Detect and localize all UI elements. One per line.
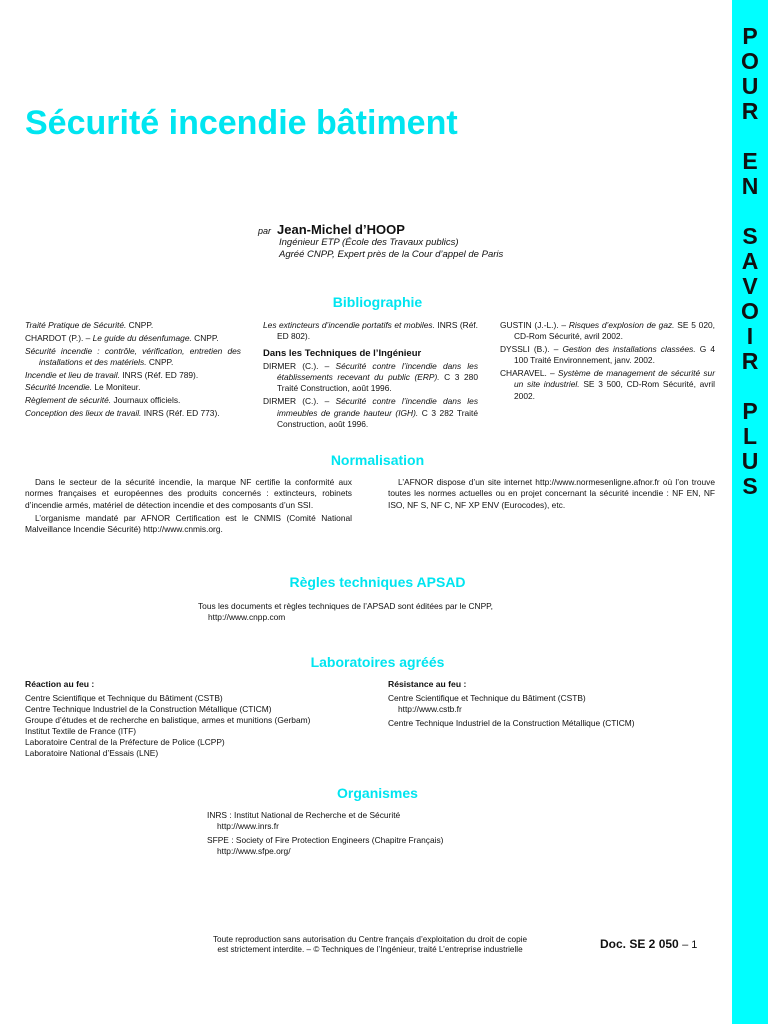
entry-author: DIRMER (C.). –	[263, 360, 336, 371]
lab-item: Laboratoire Central de la Préfecture de Police (LCPP)	[25, 737, 225, 747]
laboratoires-left: Réaction au feu : Centre Scientifique et Technique du Bâtiment (CSTB) Centre Technique Industriel de la Construction Métallique (CTICM) Groupe d’études et de recherche en balistique, armes et munitions (Gerbam) Institut Textile de France (ITF) Laboratoire Central de la Préfecture de Police (LCPP) Laboratoire National d’Essais (LNE)	[25, 679, 365, 759]
side-banner-letter	[732, 124, 768, 149]
side-banner	[732, 0, 768, 1024]
entry-author: DIRMER (C.). –	[263, 396, 336, 407]
lab-item: Groupe d’études et de recherche en balistique, armes et munitions (Gerbam)	[25, 715, 311, 725]
section-title-laboratoires: Laboratoires agréés	[310, 654, 445, 670]
bibliography-entry	[25, 370, 241, 381]
bibliography-entry	[25, 382, 241, 393]
side-banner-letter: U	[741, 73, 759, 99]
apsad-url: http://www.cnpp.com	[208, 612, 286, 622]
entry-title: Le guide du désenfumage.	[92, 332, 192, 343]
entry-author: DYSSLI (B.). –	[500, 344, 563, 355]
normalisation-right	[388, 477, 715, 513]
entry-title: Traité Pratique de Sécurité.	[25, 320, 127, 330]
entry-title: Sécurité contre l’incendie dans les établissements recevant du public (ERP).	[277, 360, 479, 383]
bibliography-entry	[500, 368, 715, 402]
entry-title: Gestion des installations classées.	[562, 344, 696, 355]
author-block	[258, 222, 503, 261]
laboratoires-right: Résistance au feu : Centre Scientifique et Technique du Bâtiment (CSTB) http://www.cstb.fr Centre Technique Industriel de la Construction Métallique (CTICM)	[388, 679, 718, 729]
entry-title: Conception des lieux de travail.	[25, 408, 142, 419]
page-title: Sécurité incendie bâtiment	[25, 104, 458, 142]
bibliography-entry	[25, 320, 241, 331]
normalisation-paragraph-2: L’organisme mandaté par AFNOR Certification est le CNMIS (Comité National Malveillance Incendie Sécurité) http://www.cnmis.org.	[25, 512, 352, 535]
bibliography-entry	[500, 344, 715, 367]
bibliography-entry	[263, 320, 478, 343]
lab-item: Centre Technique Industriel de la Construction Métallique (CTICM)	[25, 704, 272, 714]
copyright-line-1: Toute reproduction sans autorisation du Centre français d’exploitation du droit de copie	[212, 935, 528, 944]
entry-reference: SE 3 500, CD-Rom Sécurité, avril 2002.	[514, 379, 715, 401]
entry-reference: INRS (Réf. ED 802).	[277, 320, 478, 342]
entry-reference: INRS (Réf. ED 773).	[141, 408, 220, 419]
section-title-apsad: Règles techniques APSAD	[289, 574, 466, 590]
bibliography-entry	[263, 361, 478, 395]
organismes-list	[207, 810, 567, 857]
bibliography-subheading: Dans les Techniques de l’Ingénieur	[263, 347, 422, 359]
side-banner-letter: I	[746, 323, 754, 349]
bibliography-entry	[25, 395, 241, 406]
bibliography-column-2	[263, 320, 478, 432]
entry-author: GUSTIN (J.-L.). –	[500, 320, 569, 330]
lab-item: Centre Scientifique et Technique du Bâtiment (CSTB)	[25, 693, 223, 703]
lab-url: http://www.cstb.fr	[398, 704, 462, 714]
side-banner-text	[732, 24, 768, 499]
entry-author: CHARAVEL. –	[500, 368, 558, 379]
side-banner-letter: E	[742, 148, 758, 174]
entry-reference: Le Moniteur.	[92, 382, 141, 393]
bibliography-column-1	[25, 320, 241, 421]
side-banner-letter	[732, 199, 768, 224]
document-reference	[600, 937, 697, 951]
bibliography-entry	[25, 346, 241, 369]
apsad-line: Tous les documents et règles techniques de l’APSAD sont éditées par le CNPP,	[198, 601, 493, 611]
copyright-line-2: est strictement interdite. – © Techniques de l’Ingénieur, traité L’entreprise industrielle	[217, 944, 523, 954]
side-banner-letter: P	[742, 23, 758, 49]
entry-reference: C 3 282 Traité Construction, août 1996.	[277, 407, 478, 429]
entry-title: Incendie et lieu de travail.	[25, 369, 120, 380]
side-banner-letter: U	[741, 448, 759, 474]
author-credential-2: Agréé CNPP, Expert près de la Cour d’appel de Paris	[279, 249, 504, 260]
entry-reference: C 3 280 Traité Construction, août 1996.	[277, 372, 478, 394]
organism-url: http://www.sfpe.org/	[217, 846, 291, 856]
normalisation-paragraph-1: Dans le secteur de la sécurité incendie, la marque NF certifie la conformité aux normes françaises et européennes des produits concernés : extincteurs, robinets d’incendie armés, matériel de détection incendie et des composants d’un SSI.	[25, 477, 352, 510]
bibliography-entry	[500, 320, 715, 343]
reaction-heading: Réaction au feu	[25, 679, 89, 689]
entry-reference: CNPP.	[191, 332, 219, 343]
side-banner-letter: O	[741, 298, 759, 324]
entry-title: Système de management de sécurité sur un site industriel.	[514, 368, 715, 390]
section-title-normalisation: Normalisation	[330, 452, 425, 468]
lab-item: Institut Textile de France (ITF)	[25, 726, 137, 736]
doc-code: Doc. SE 2 050	[600, 937, 679, 951]
side-banner-letter: A	[741, 248, 759, 274]
organism-url: http://www.inrs.fr	[217, 821, 279, 831]
organism-item: INRS : Institut National de Recherche et de Sécurité	[207, 810, 401, 820]
side-banner-letter: N	[741, 173, 759, 199]
lab-item: Centre Technique Industriel de la Construction Métallique (CTICM)	[388, 718, 635, 728]
entry-author: CHARDOT (P.). –	[25, 332, 93, 343]
entry-reference: INRS (Réf. ED 789).	[119, 369, 199, 380]
entry-reference: Journaux officiels.	[111, 395, 181, 406]
bibliography-column-3	[500, 320, 715, 404]
entry-reference: CNPP.	[146, 356, 174, 367]
side-banner-letter: O	[741, 48, 759, 74]
bibliography-entry	[25, 408, 241, 419]
entry-title: Risques d’explosion de gaz.	[568, 320, 675, 330]
entry-title: Sécurité contre l’incendie dans les immeubles de grande hauteur (IGH).	[277, 396, 479, 418]
resistance-heading: Résistance au feu	[388, 679, 462, 689]
author-credential-1: Ingénieur ETP (École des Travaux publics)	[279, 237, 459, 248]
side-banner-letter: R	[741, 348, 759, 374]
entry-title: Sécurité incendie : contrôle, vérification, entretien des installations et des matériels.	[25, 345, 241, 367]
lab-item: Centre Scientifique et Technique du Bâtiment (CSTB)	[388, 693, 586, 703]
entry-reference: CNPP.	[126, 320, 154, 330]
side-banner-letter: S	[742, 473, 758, 499]
bibliography-entry	[263, 396, 478, 430]
author-name: Jean-Michel d’HOOP	[277, 222, 405, 237]
side-banner-letter: S	[742, 223, 758, 249]
entry-reference: SE 5 020, CD-Rom Sécurité, avril 2002.	[514, 320, 715, 342]
copyright-notice	[160, 935, 580, 954]
lab-item: Laboratoire National d’Essais (LNE)	[25, 748, 159, 758]
normalisation-left	[25, 477, 352, 537]
side-banner-letter: P	[742, 398, 758, 424]
entry-title: Sécurité Incendie.	[25, 382, 93, 393]
entry-reference: G 4 100 Traité Environnement, janv. 2002.	[514, 344, 716, 366]
section-title-organismes: Organismes	[337, 785, 418, 801]
organism-item: SFPE : Society of Fire Protection Engineers (Chapitre Français)	[207, 835, 444, 845]
side-banner-letter: V	[742, 273, 758, 299]
side-banner-letter: R	[741, 98, 759, 124]
author-par: par	[258, 226, 272, 236]
page-number: – 1	[682, 939, 698, 951]
section-title-bibliographie: Bibliographie	[332, 294, 423, 310]
normalisation-paragraph-3: L’AFNOR dispose d’un site internet http://www.normesenligne.afnor.fr où l’on trouve toutes les normes actuelles ou en projet concernant la sécurité incendie : NF EN, NF ISO, NF S, NF C, NF XP ENV (Eurocodes), etc.	[388, 477, 715, 510]
apsad-text	[198, 601, 558, 623]
bibliography-entry	[25, 333, 241, 344]
side-banner-letter: L	[742, 423, 758, 449]
side-banner-letter	[732, 374, 768, 399]
entry-title: Règlement de sécurité.	[25, 395, 112, 406]
entry-title: Les extincteurs d’incendie portatifs et mobiles.	[263, 320, 435, 330]
